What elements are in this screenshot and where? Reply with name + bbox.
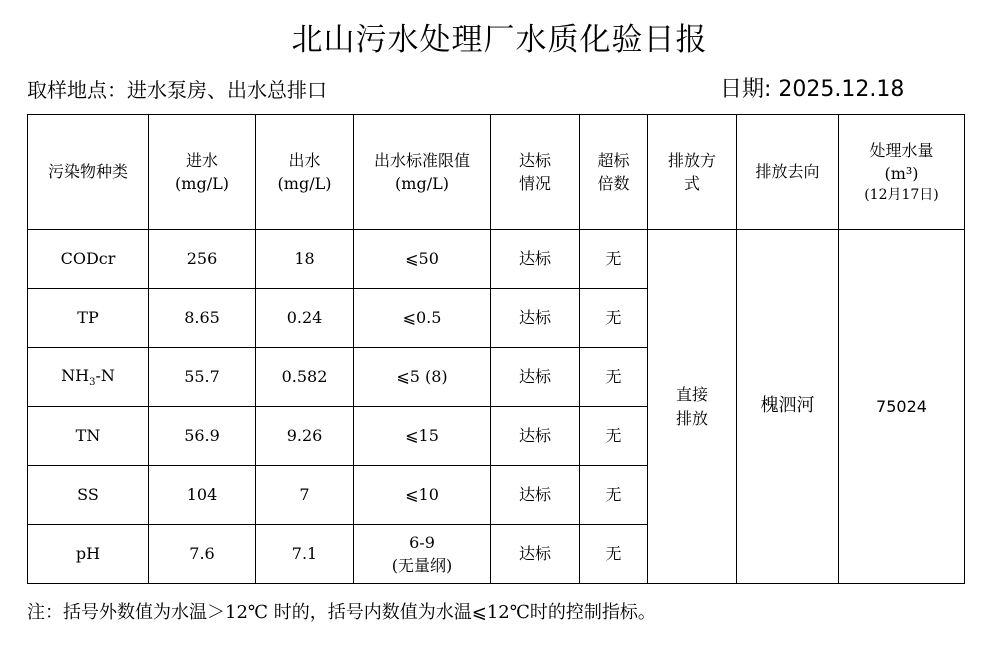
header-method: 排放方 式 [648, 115, 737, 230]
table-header-row [28, 115, 965, 230]
influent-value: 104 [149, 466, 256, 525]
limit-value: ⩽10 [354, 466, 491, 525]
water-quality-table [27, 114, 965, 584]
status-value: 达标 [491, 348, 580, 407]
header-effluent: 出水 (mg/L) [256, 115, 354, 230]
effluent-value: 18 [256, 230, 354, 289]
status-value: 达标 [491, 466, 580, 525]
status-value: 达标 [491, 525, 580, 584]
table-row [28, 230, 965, 289]
header-influent: 进水 (mg/L) [149, 115, 256, 230]
exceed-value: 无 [580, 230, 648, 289]
effluent-value: 7.1 [256, 525, 354, 584]
effluent-value: 0.582 [256, 348, 354, 407]
limit-value: ⩽5 (8) [354, 348, 491, 407]
influent-value: 8.65 [149, 289, 256, 348]
limit-value: ⩽50 [354, 230, 491, 289]
discharge-destination: 槐泗河 [737, 230, 839, 584]
header-volume: 处理水量 (m³) (12月17日) [839, 115, 965, 230]
sampling-location: 取样地点：进水泵房、出水总排口 [27, 78, 327, 102]
pollutant-name: TN [28, 407, 149, 466]
influent-value: 55.7 [149, 348, 256, 407]
status-value: 达标 [491, 407, 580, 466]
limit-value: ⩽0.5 [354, 289, 491, 348]
influent-value: 7.6 [149, 525, 256, 584]
limit-value: 6-9 (无量纲) [354, 525, 491, 584]
footnote: 注：括号外数值为水温＞12℃ 时的，括号内数值为水温⩽12℃时的控制指标。 [27, 602, 656, 623]
effluent-value: 7 [256, 466, 354, 525]
report-title: 北山污水处理厂水质化验日报 [291, 22, 708, 58]
report-date: 日期: 2025.12.18 [720, 77, 905, 102]
exceed-value: 无 [580, 348, 648, 407]
exceed-value: 无 [580, 289, 648, 348]
pollutant-name: CODcr [28, 230, 149, 289]
header-pollutant: 污染物种类 [28, 115, 149, 230]
influent-value: 256 [149, 230, 256, 289]
header-exceed: 超标 倍数 [580, 115, 648, 230]
effluent-value: 0.24 [256, 289, 354, 348]
effluent-value: 9.26 [256, 407, 354, 466]
pollutant-name: $NH_3-N$ [28, 348, 149, 407]
exceed-value: 无 [580, 466, 648, 525]
influent-value: 56.9 [149, 407, 256, 466]
status-value: 达标 [491, 230, 580, 289]
discharge-method: 直接 排放 [648, 230, 737, 584]
pollutant-name: TP [28, 289, 149, 348]
status-value: 达标 [491, 289, 580, 348]
limit-value: ⩽15 [354, 407, 491, 466]
header-limit: 出水标准限值 (mg/L) [354, 115, 491, 230]
header-destination: 排放去向 [737, 115, 839, 230]
exceed-value: 无 [580, 407, 648, 466]
pollutant-name: SS [28, 466, 149, 525]
exceed-value: 无 [580, 525, 648, 584]
pollutant-name: pH [28, 525, 149, 584]
treated-volume: 75024 [839, 230, 965, 584]
header-status: 达标 情况 [491, 115, 580, 230]
